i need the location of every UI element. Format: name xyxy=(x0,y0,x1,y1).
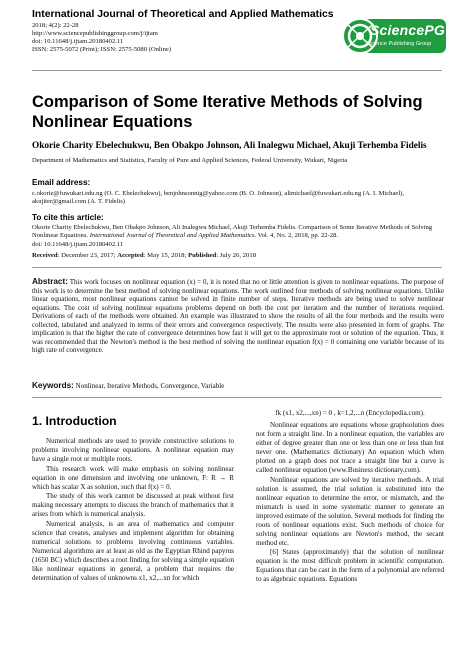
email-addresses[interactable]: c.okorie@fuwukari.edu.ng (O. C. Ebelechukwu), benjohnsonnig@yahoo.com (B. O. Johnson), alimichael@fuwukari.edu.ng (A. I. Michael), akujiter@gmail.com (A. T. Fidelis) xyxy=(32,190,404,206)
abstract-divider-top xyxy=(32,267,442,268)
cite-doi[interactable]: doi: 10.11648/j.ijtam.20180402.11 xyxy=(32,240,124,248)
journal-volume: 2018; 4(2): 22-28 xyxy=(32,22,79,29)
logo-subtitle: Science Publishing Group xyxy=(367,41,432,47)
journal-issn: ISSN: 2575-5072 (Print); ISSN: 2575-5080 (Online) xyxy=(32,46,172,54)
published-label: Published xyxy=(188,252,217,259)
abstract-text: This work focuses on nonlinear equation (x) = 0, it is noted that no or little attention is given to nonlinear equations. The purpose of this work is to determine the best method of solving nonlinear equations. The work outlined four methods of solving nonlinear equations. Unlike linear equations, most nonlinear equations cannot be solved in finite number of steps. Iterative methods are being used to solve nonlinear equations. The cost of solving nonlinear equations problems depend on both the cost per iteration and the number of iterations required. Derivations of each of the methods were obtained. An example was illustrated to show the results of all the four methods and the results were collected, tabulated and analyzed in terms of their errors and convergence respectively. The results were also presented in form of graphs. The implication is that the higher the rate of convergence determines how fast it will get to the approximate root or solution of the equation. Thus, it was recommended that the Newton's method is the best method of solving the nonlinear equation f(x) = 0 containing one variable because of its high rate of convergence. xyxy=(32,278,444,355)
intro-left-column xyxy=(32,437,234,583)
equation-line: fk (x1, x2,...,xn) = 0 , k=1,2,...n (Encyclopedia.com). xyxy=(275,409,425,417)
received-label: Received xyxy=(32,252,58,259)
journal-title: International Journal of Theoretical and Applied Mathematics xyxy=(32,9,334,20)
abstract-divider-bottom xyxy=(32,397,442,398)
email-label: Email address: xyxy=(32,178,91,187)
keywords-text: Nonlinear, Iterative Methods, Convergence, Variable xyxy=(73,382,225,390)
header-divider xyxy=(32,70,442,71)
intro-paragraph: Nonlinear equations are solved by iterative methods. A trial solution is assumed, the trial solution is substituted into the nonlinear equation to determine the error, or mismatch, and the mismatch is used in some systematic manner to generate an improved estimate of the solution. Several methods for finding the roots of nonlinear equations exist. Such methods of choice for solving nonlinear equations are Newton's method, the secant method etc. xyxy=(256,475,444,547)
abstract xyxy=(32,278,444,355)
paper-title: Comparison of Some Iterative Methods of Solving Nonlinear Equations xyxy=(32,93,423,131)
cite-label: To cite this article: xyxy=(32,213,104,222)
intro-paragraph: Nonlinear equations are equations whose graphsolution does not form a straight line. In a nonlinear equation, the variables are either of degree greater than one or less than one or less than but never one. (Mathematics dictionary) An equation which when plotted on a graph does not trace a straight line but a curve is called nonlinear equation (www.Business dictionary.com). xyxy=(256,421,444,474)
intro-right-column xyxy=(256,409,444,585)
section-heading-introduction: 1. Introduction xyxy=(32,414,117,428)
article-dates xyxy=(32,252,256,259)
intro-paragraph: Numerical methods are used to provide constructive solutions to problems involving nonlinear equations. A nonlinear equation may have a single root or multiple roots. xyxy=(32,437,234,463)
paper-authors: Okorie Charity Ebelechukwu, Ben Obakpo Johnson, Ali Inalegwu Michael, Akuji Terhemba Fidelis xyxy=(32,141,427,151)
cite-line2: Vol. 4, No. 2, 2018, pp. 22-28. xyxy=(257,232,339,240)
accepted-date: : May 15, 2018; xyxy=(143,252,187,259)
abstract-label: Abstract: xyxy=(32,277,68,286)
intro-paragraph: Numerical analysis, is an area of mathematics and computer science that creates, analyses and implement algorithm for obtaining numerical solutions to problems involving continuous variables. Numerical algorithms are at least as old as the Egyptian Rhind papyrus (1650 BC) which describes a root finding for solving a simple equation like nonlinear equations in general, a problem that requires the determination of values of unknowns x1, x2,...xn for which xyxy=(32,519,234,582)
intro-paragraph: The study of this work cannot be discussed at peak without first making necessary attempts to discuss the branch of mathematics that it arises from which is numerical analysis. xyxy=(32,492,234,519)
paper-affiliation: Department of Mathematics and Statistics, Faculty of Pure and Applied Sciences, Federal University, Wukari, Nigeria xyxy=(32,157,348,164)
logo-name: SciencePG xyxy=(370,22,445,38)
cite-journal: International Journal of Theoretical and Applied Mathematics. xyxy=(89,232,257,240)
keywords-label: Keywords: xyxy=(32,381,74,390)
journal-meta xyxy=(32,22,171,54)
cite-line1: Okorie Charity Ebelechukwu, Ben Obakpo Johnson, Ali Inalegwu Michael, Akuji Terhemba Fidelis. Comparison of Some Iterative Methods of Solving Nonlinear Equations. xyxy=(32,224,433,240)
journal-url[interactable]: http://www.sciencepublishinggroup.com/j/ijtam xyxy=(32,30,158,38)
cite-text xyxy=(32,224,444,249)
intro-paragraph: This research work will make emphasis on solving nonlinear equation in one dimension and involving one unknown, F: R → R which has scalar X as solution, such that f(x) = 0. xyxy=(32,464,234,491)
received-date: : December 23, 2017; xyxy=(57,252,116,259)
accepted-label: Accepted xyxy=(117,252,144,259)
keywords xyxy=(32,381,224,390)
published-date: : July 26, 2018 xyxy=(216,252,257,259)
journal-doi: doi: 10.11648/j.ijtam.20180402.11 xyxy=(32,38,124,46)
intro-paragraph: [6] States (approximately) that the solution of nonlinear equation is the most difficult problem in scientific computation. Equations that can be cast in the form of a polynomial are referred to as algebraic equations. Equations xyxy=(256,548,444,584)
